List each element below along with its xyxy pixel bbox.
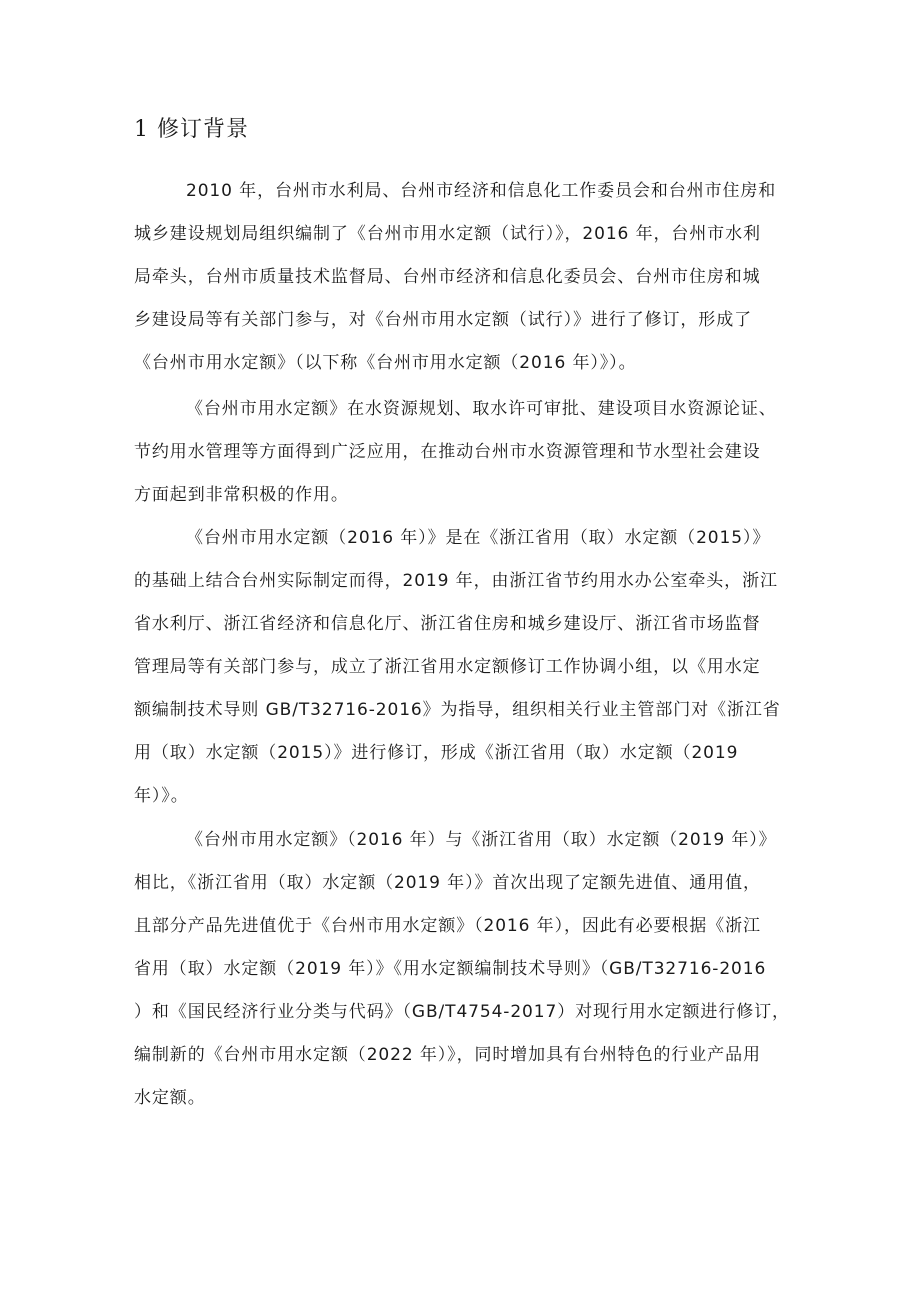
paragraph-line: 相比，《浙江省用（取）水定额（2019 年）》首次出现了定额先进值、通用值， (134, 873, 761, 893)
section-heading: 1 修订背景 (134, 117, 249, 142)
paragraph-line: 用（取）水定额（2015）》进行修订，形成《浙江省用（取）水定额（2019 (134, 743, 739, 763)
paragraph-line: 2010 年，台州市水利局、台州市经济和信息化工作委员会和台州市住房和 (186, 181, 777, 201)
paragraph-line: 《台州市用水定额》在水资源规划、取水许可审批、建设项目水资源论证、 (186, 399, 777, 419)
paragraph-line: ）和《国民经济行业分类与代码》（GB/T4754-2017）对现行用水定额进行修订， (134, 1002, 790, 1022)
paragraph-line: 且部分产品先进值优于《台州市用水定额》（2016 年），因此有必要根据《浙江 (134, 916, 761, 936)
paragraph-line: 水定额。 (134, 1088, 206, 1108)
paragraph-line: 《台州市用水定额》（2016 年）与《浙江省用（取）水定额（2019 年）》 (186, 830, 777, 850)
paragraph-line: 省用（取）水定额（2019 年）》《用水定额编制技术导则》（GB/T32716-2016 (134, 959, 767, 979)
paragraph-line: 额编制技术导则 GB/T32716-2016》为指导，组织相关行业主管部门对《浙江省 (134, 700, 781, 720)
paragraph-line: 管理局等有关部门参与，成立了浙江省用水定额修订工作协调小组，以《用水定 (134, 657, 761, 677)
paragraph-line: 局牵头，台州市质量技术监督局、台州市经济和信息化委员会、台州市住房和城 (134, 267, 761, 287)
paragraph-line: 年）》。 (134, 786, 189, 806)
paragraph-line: 《台州市用水定额》（以下称《台州市用水定额（2016 年）》）。 (134, 353, 637, 373)
paragraph-line: 省水利厅、浙江省经济和信息化厅、浙江省住房和城乡建设厅、浙江省市场监督 (134, 614, 761, 634)
paragraph-line: 节约用水管理等方面得到广泛应用，在推动台州市水资源管理和节水型社会建设 (134, 442, 761, 462)
paragraph-line: 编制新的《台州市用水定额（2022 年）》，同时增加具有台州特色的行业产品用 (134, 1045, 761, 1065)
paragraph-line: 《台州市用水定额（2016 年）》是在《浙江省用（取）水定额（2015）》 (186, 528, 771, 548)
paragraph-line: 方面起到非常积极的作用。 (134, 485, 349, 505)
paragraph-line: 城乡建设规划局组织编制了《台州市用水定额（试行）》，2016 年，台州市水利 (134, 224, 761, 244)
paragraph-line: 乡建设局等有关部门参与，对《台州市用水定额（试行）》进行了修订，形成了 (134, 310, 752, 330)
paragraph-line: 的基础上结合台州实际制定而得，2019 年，由浙江省节约用水办公室牵头，浙江 (134, 571, 778, 591)
